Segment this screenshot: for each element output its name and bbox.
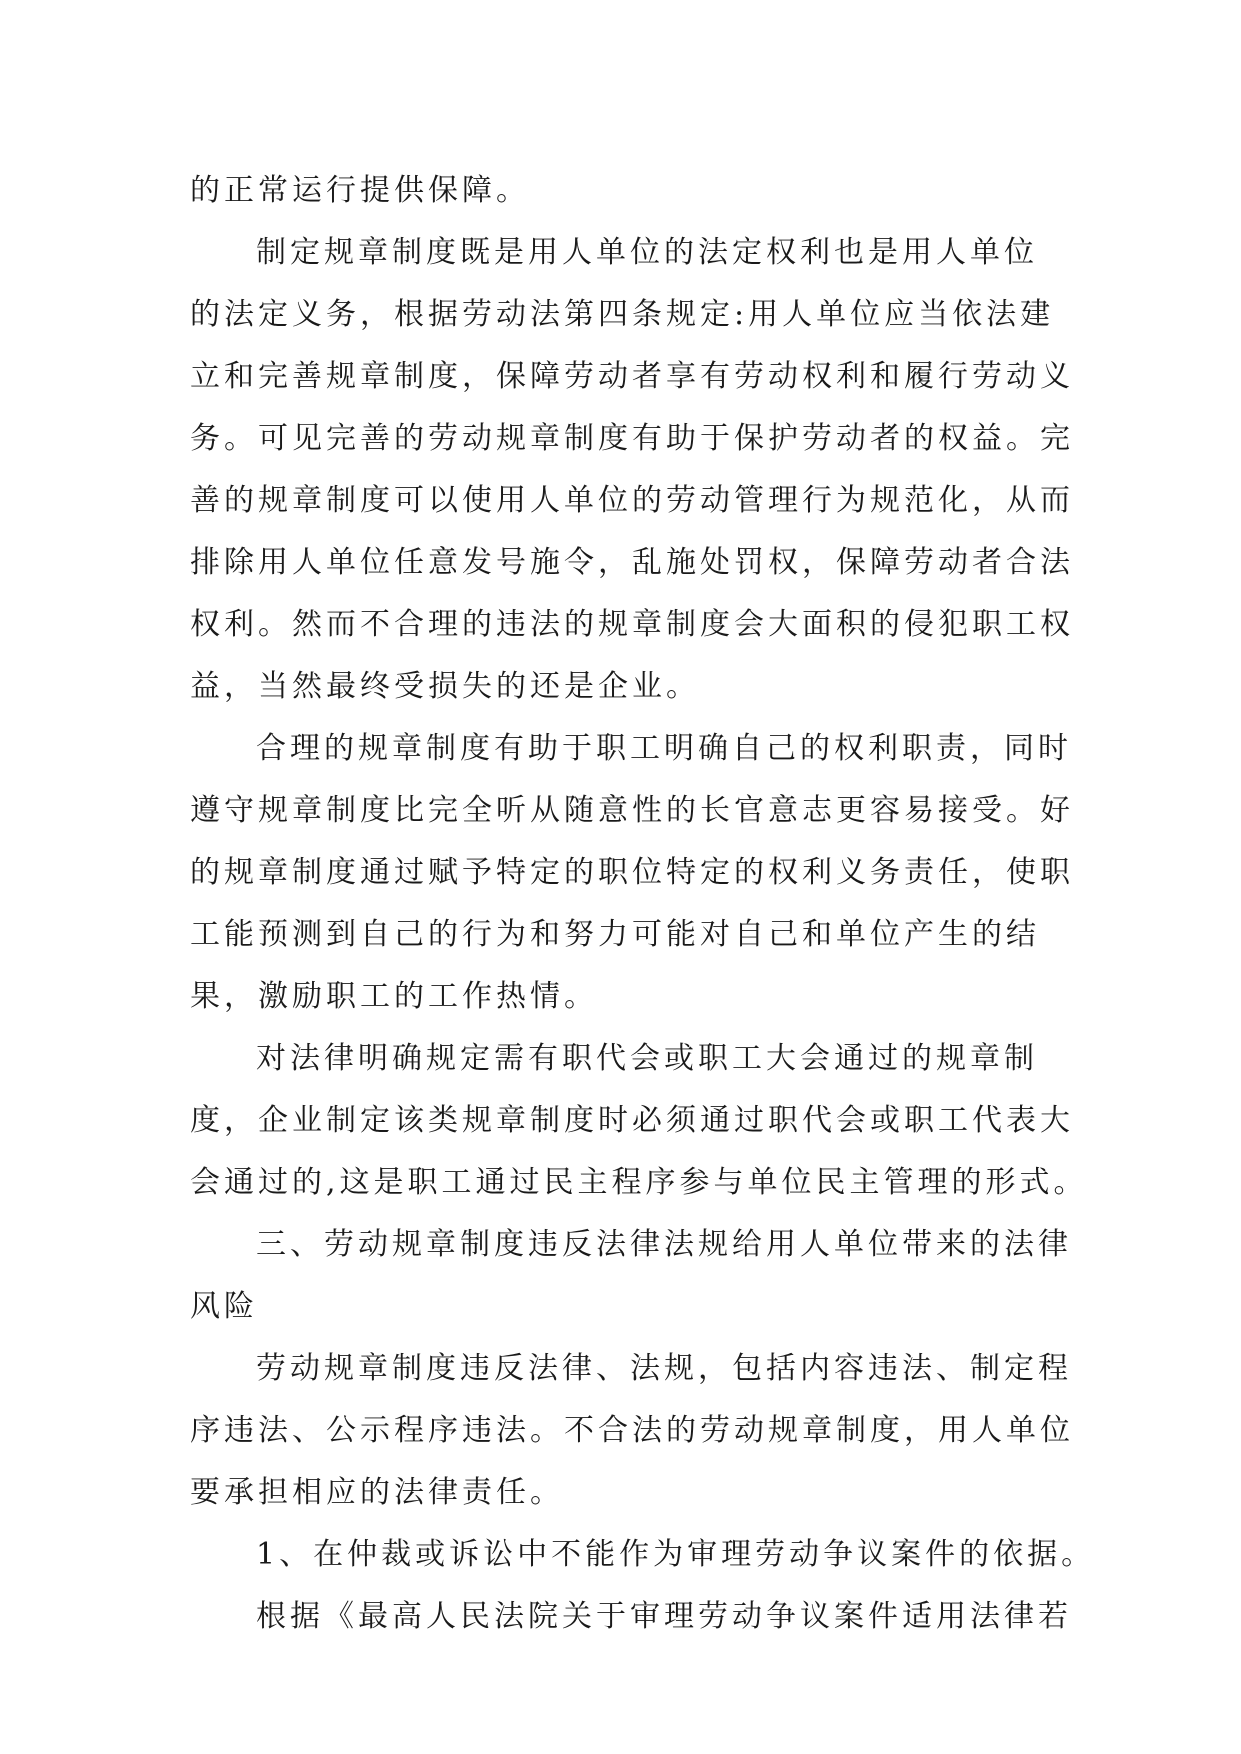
text-line: 立和完善规章制度，保障劳动者享有劳动权利和履行劳动义 [190, 359, 1074, 394]
text-line: 要承担相应的法律责任。 [190, 1475, 564, 1510]
document-body [190, 160, 1096, 1648]
text-line: 度，企业制定该类规章制度时必须通过职代会或职工代表大 [190, 1103, 1074, 1138]
paragraph-start-line: 对法律明确规定需有职代会或职工大会通过的规章制 [256, 1041, 1038, 1076]
text-line: 果，激励职工的工作热情。 [190, 979, 598, 1014]
text-line: 的规章制度通过赋予特定的职位特定的权利义务责任，使职 [190, 855, 1074, 890]
text-line: 工能预测到自己的行为和努力可能对自己和单位产生的结 [190, 917, 1040, 952]
text-line: 排除用人单位任意发号施令，乱施处罚权，保障劳动者合法 [190, 545, 1074, 580]
text-line: 的正常运行提供保障。 [190, 173, 530, 208]
paragraph-start-line: 劳动规章制度违反法律、法规，包括内容违法、制定程 [256, 1351, 1072, 1386]
text-line: 权利。然而不合理的违法的规章制度会大面积的侵犯职工权 [190, 607, 1074, 642]
text-line: 会通过的,这是职工通过民主程序参与单位民主管理的形式。 [190, 1165, 1088, 1200]
section-heading-line: 风险 [190, 1289, 258, 1324]
text-line: 务。可见完善的劳动规章制度有助于保护劳动者的权益。完 [190, 421, 1074, 456]
paragraph-start-line: 制定规章制度既是用人单位的法定权利也是用人单位 [256, 235, 1038, 270]
paragraph-start-line: 根据《最高人民法院关于审理劳动争议案件适用法律若 [256, 1599, 1072, 1634]
numbered-item-line: 1、在仲裁或诉讼中不能作为审理劳动争议案件的依据。 [256, 1537, 1096, 1572]
text-line: 益，当然最终受损失的还是企业。 [190, 669, 700, 704]
text-line: 遵守规章制度比完全听从随意性的长官意志更容易接受。好 [190, 793, 1074, 828]
text-line: 序违法、公示程序违法。不合法的劳动规章制度，用人单位 [190, 1413, 1074, 1448]
text-line: 善的规章制度可以使用人单位的劳动管理行为规范化，从而 [190, 483, 1074, 518]
text-line: 的法定义务，根据劳动法第四条规定:用人单位应当依法建 [190, 297, 1055, 332]
section-heading-line: 三、劳动规章制度违反法律法规给用人单位带来的法律 [256, 1227, 1072, 1262]
paragraph-start-line: 合理的规章制度有助于职工明确自己的权利职责，同时 [256, 731, 1072, 766]
